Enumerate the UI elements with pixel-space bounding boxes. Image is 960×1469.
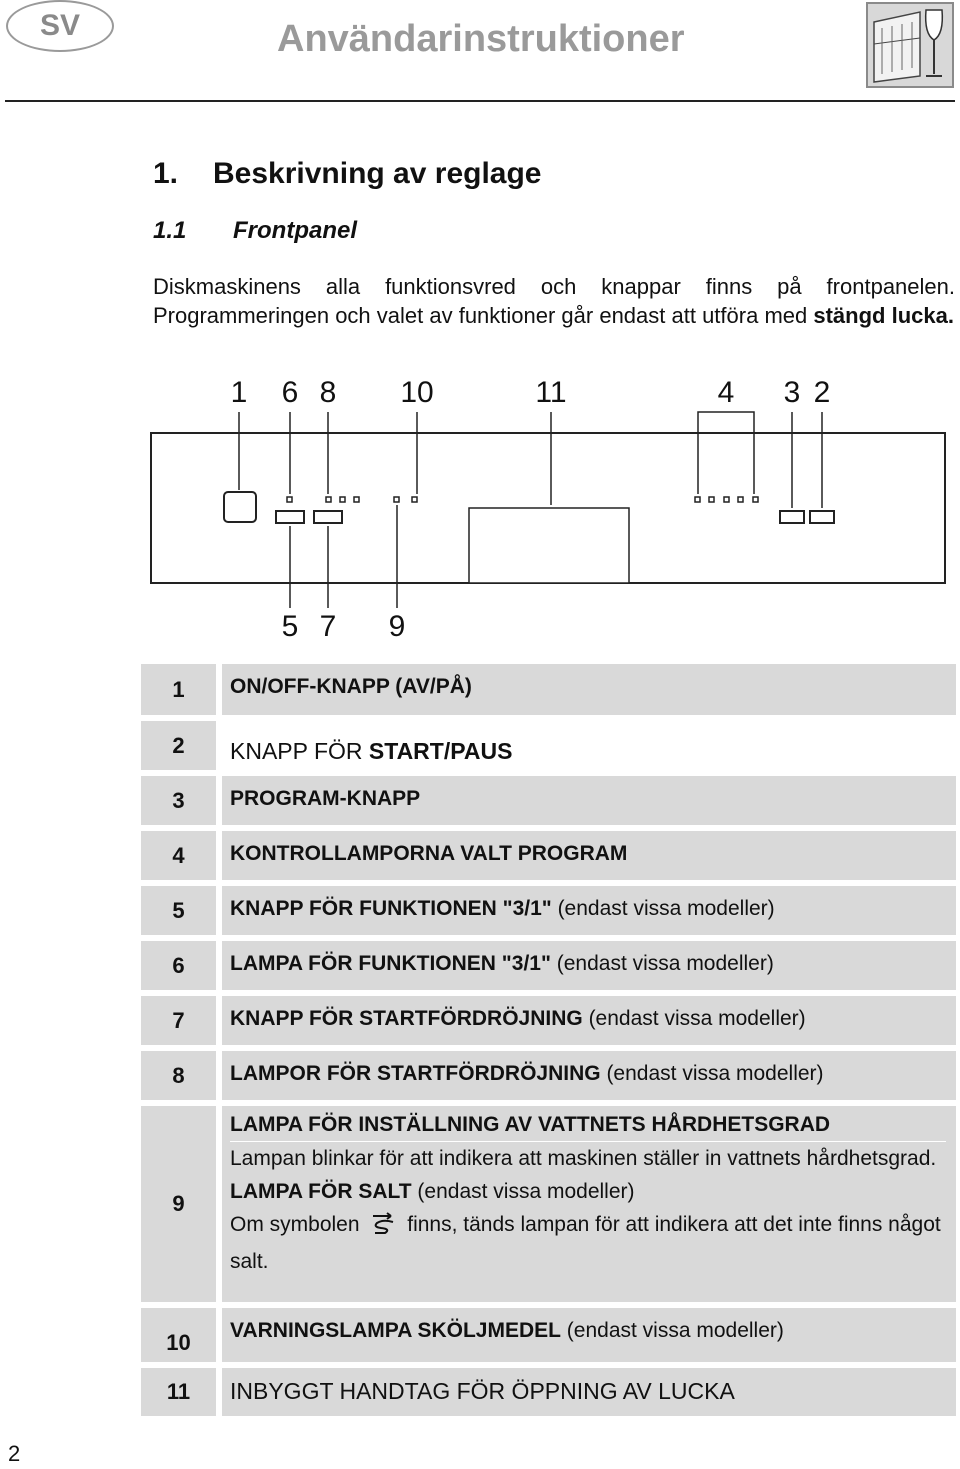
- legend-row-10: [141, 1308, 956, 1362]
- legend-number: 6: [141, 941, 216, 990]
- legend-bold-text: KNAPP FÖR FUNKTIONEN "3/1": [230, 897, 552, 920]
- button-3-1-shape: [276, 511, 304, 523]
- legend-bold-text: KNAPP FÖR STARTFÖRDRÖJNING: [230, 1007, 583, 1030]
- legend-bold-text: LAMPA FÖR FUNKTIONEN "3/1": [230, 952, 551, 975]
- hardness-lamp-text: Lampan blinkar för att indikera att maskinen ställer in vattnets hårdhetsgrad.: [230, 1147, 937, 1170]
- handle-shape: [469, 508, 629, 583]
- lamp-delay-3: [354, 497, 359, 502]
- legend-row-6: [141, 941, 956, 990]
- hardness-lamp-title: LAMPA FÖR INSTÄLLNING AV VATTNETS HÅRDHETSGRAD: [230, 1108, 946, 1142]
- on-off-button-shape: [224, 492, 256, 522]
- language-code: SV: [39, 9, 81, 42]
- lamp-program-1: [695, 497, 700, 502]
- legend-rest-text: (endast vissa modeller): [550, 952, 774, 975]
- button-delay-shape: [314, 511, 342, 523]
- intro-paragraph: [153, 272, 955, 330]
- legend-description: INBYGGT HANDTAG FÖR ÖPPNING AV LUCKA: [222, 1368, 956, 1416]
- salt-symbol-text-b: finns, tänds lampan för att indikera att det inte finns något salt.: [230, 1213, 941, 1273]
- legend-description: [222, 721, 956, 770]
- front-panel-diagram: [140, 372, 955, 652]
- language-badge: [6, 0, 114, 52]
- diagram-label-7: 7: [319, 610, 337, 643]
- section-title: Beskrivning av reglage: [213, 157, 542, 190]
- lamp-delay-1: [326, 497, 331, 502]
- legend-rest-text: (endast vissa modeller): [560, 1319, 784, 1342]
- dishwasher-logo-icon: [866, 2, 954, 88]
- legend-row-2: [141, 721, 956, 770]
- legend-description: [222, 941, 956, 990]
- legend-row-3: [141, 776, 956, 825]
- lamp-program-5: [753, 497, 758, 502]
- salt-symbol-icon: [369, 1211, 397, 1245]
- lamp-rinse-aid: [412, 497, 417, 502]
- legend-row-8: [141, 1051, 956, 1100]
- header-divider: [5, 100, 955, 102]
- legend-bold-text: ON/OFF-KNAPP (AV/PÅ): [230, 675, 472, 698]
- section-number: 1.: [153, 157, 179, 190]
- legend-description: [222, 1308, 956, 1362]
- intro-text: Diskmaskinens alla funktionsvred och knappar finns på frontpanelen. Programmeringen och valet av funktioner går endast att utföra med: [153, 274, 955, 328]
- legend-number: 2: [141, 721, 216, 770]
- diagram-label-10: 10: [400, 376, 434, 409]
- legend-bold-text: VARNINGSLAMPA SKÖLJMEDEL: [230, 1319, 561, 1342]
- button-program-shape: [780, 511, 804, 523]
- diagram-label-5: 5: [281, 610, 299, 643]
- legend-number: 3: [141, 776, 216, 825]
- legend-number: 8: [141, 1051, 216, 1100]
- legend-description: [222, 776, 956, 825]
- salt-lamp-note: (endast vissa modeller): [411, 1180, 635, 1203]
- legend-number: 9: [141, 1106, 216, 1302]
- legend-row-5: [141, 886, 956, 935]
- diagram-label-4: 4: [717, 376, 735, 409]
- legend-row-4: [141, 831, 956, 880]
- legend-number: 4: [141, 831, 216, 880]
- diagram-label-11: 11: [535, 376, 567, 409]
- lamp-program-4: [738, 497, 743, 502]
- legend-row-7: [141, 996, 956, 1045]
- salt-symbol-text-a: Om symbolen: [230, 1213, 360, 1236]
- legend-row-9: [141, 1106, 956, 1302]
- legend-description: [222, 886, 956, 935]
- legend-description: [222, 831, 956, 880]
- legend-bold-text: PROGRAM-KNAPP: [230, 787, 421, 810]
- legend-rest-text: (endast vissa modeller): [551, 897, 775, 920]
- legend-number: 7: [141, 996, 216, 1045]
- salt-lamp-title: LAMPA FÖR SALT: [230, 1180, 412, 1203]
- lamp-program-3: [724, 497, 729, 502]
- legend-number: 1: [141, 664, 216, 715]
- legend-number: 10: [141, 1308, 216, 1362]
- section-heading: [153, 157, 541, 191]
- legend-rest-text: (endast vissa modeller): [600, 1062, 824, 1085]
- legend-bold-text: KONTROLLAMPORNA VALT PROGRAM: [230, 842, 628, 865]
- legend-number: 11: [141, 1368, 216, 1416]
- diagram-label-1: 1: [230, 376, 248, 409]
- legend-bold-text: START/PAUS: [368, 738, 513, 764]
- legend-description: [222, 996, 956, 1045]
- legend-row-1: [141, 664, 956, 715]
- legend-bold-text: LAMPOR FÖR STARTFÖRDRÖJNING: [230, 1062, 601, 1085]
- diagram-label-6: 6: [281, 376, 299, 409]
- subsection-title: Frontpanel: [233, 217, 357, 244]
- diagram-label-8: 8: [319, 376, 337, 409]
- diagram-label-2: 2: [813, 376, 831, 409]
- legend-rest-text: (endast vissa modeller): [582, 1007, 806, 1030]
- legend-description: [222, 664, 956, 715]
- legend-description: [222, 1106, 956, 1302]
- subsection-number: 1.1: [153, 217, 187, 244]
- diagram-label-3: 3: [783, 376, 801, 409]
- lamp-3-1: [287, 497, 292, 502]
- legend-row-11: [141, 1368, 956, 1416]
- legend-number: 5: [141, 886, 216, 935]
- lamp-program-2: [709, 497, 714, 502]
- legend-lead-text: KNAPP FÖR: [230, 738, 369, 764]
- diagram-label-9: 9: [388, 610, 406, 643]
- page-number: 2: [8, 1441, 21, 1466]
- controls-legend-table: [141, 664, 956, 1422]
- legend-description: [222, 1051, 956, 1100]
- lamp-delay-2: [340, 497, 345, 502]
- document-title: Användarinstruktioner: [277, 18, 685, 60]
- intro-bold-text: stängd lucka.: [813, 303, 954, 328]
- lamp-hardness: [394, 497, 399, 502]
- button-start-shape: [810, 511, 834, 523]
- subsection-heading: [153, 217, 357, 245]
